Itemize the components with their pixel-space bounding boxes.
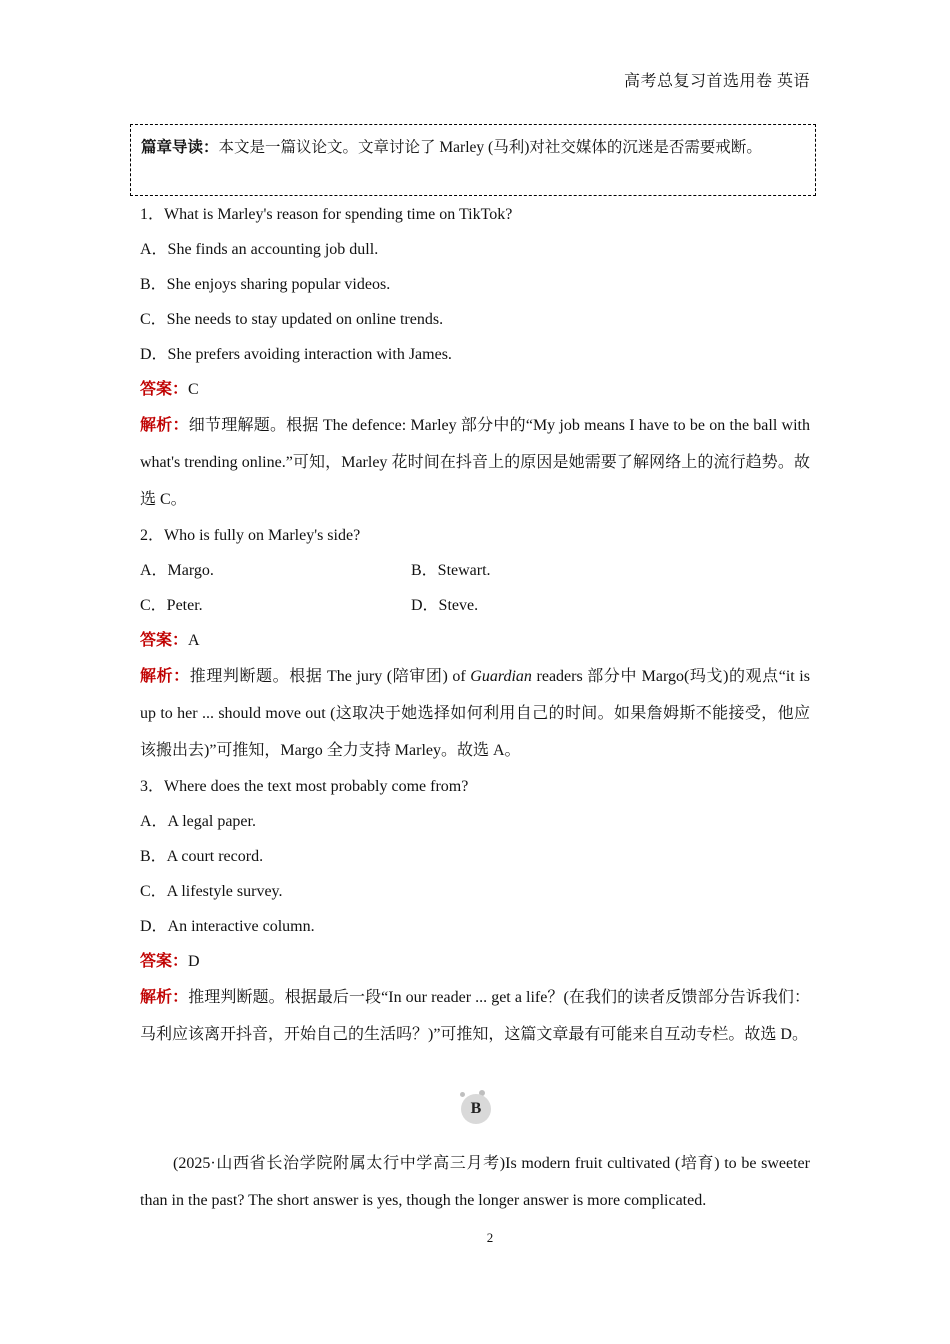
- question-1-option-d: D．She prefers avoiding interaction with James.: [140, 346, 452, 363]
- explanation-text: 细节理解题。根据 The defence: Marley 部分中的“My job means I have to be on the ball with what's trending online.”可知，Marley 花时间在抖音上的原因是她需要了解网络上的流行趋势。故选 C。: [140, 417, 810, 508]
- answer-value: A: [188, 632, 200, 649]
- question-3-option-c: C．A lifestyle survey.: [140, 883, 283, 900]
- question-3-option-d: D．An interactive column.: [140, 918, 315, 935]
- question-2-option-d: D．Steve.: [411, 597, 479, 614]
- question-3-answer: [140, 944, 810, 979]
- question-2-options-row-2: [140, 588, 810, 623]
- question-1-answer: [140, 372, 810, 407]
- page-number: 2: [486, 1230, 494, 1245]
- question-2-option-a: A．Margo.: [140, 562, 214, 579]
- answer-value: C: [188, 381, 199, 398]
- answer-label: 答案：: [140, 381, 189, 398]
- question-1-option-c: C．She needs to stay updated on online trends.: [140, 311, 444, 328]
- answer-label: 答案：: [140, 632, 189, 649]
- question-2-option-b: B．Stewart.: [411, 562, 491, 579]
- decorative-bubble-icon: [460, 1092, 465, 1097]
- question-2-option-c: C．Peter.: [140, 597, 203, 614]
- question-3-option-a: A．A legal paper.: [140, 813, 256, 830]
- explanation-label: 解析：: [140, 989, 189, 1006]
- question-3-stem: 3．Where does the text most probably come from?: [140, 778, 469, 795]
- question-3-explanation: [140, 979, 810, 1053]
- question-2-options-row-1: [140, 553, 810, 588]
- explanation-text-pre: 推理判断题。根据 The jury (陪审团) of: [189, 668, 471, 685]
- question-2-explanation: [140, 658, 810, 769]
- section-letter: B: [461, 1094, 491, 1124]
- question-2-stem: 2．Who is fully on Marley's side?: [140, 527, 361, 544]
- question-2-answer: [140, 623, 810, 658]
- question-1-option-a: A．She finds an accounting job dull.: [140, 241, 379, 258]
- passage-b-text: (2025·山西省长治学院附属太行中学高三月考)Is modern fruit cultivated (培育) to be sweeter than in the past? The short answer is yes, though the longer answer is more complicated.: [140, 1155, 810, 1209]
- question-1-explanation: [140, 407, 810, 518]
- explanation-label: 解析：: [140, 668, 190, 685]
- chapter-guide-box: [130, 124, 816, 196]
- explanation-text: 推理判断题。根据最后一段“In our reader ... get a life？(在我们的读者反馈部分告诉我们：马利应该离开抖音，开始自己的生活吗？)”可推知，这篇文章最有可能来自互动专栏。故选 D。: [140, 989, 810, 1043]
- answer-label: 答案：: [140, 953, 189, 970]
- section-badge: [459, 1090, 493, 1124]
- guide-text: 本文是一篇议论文。文章讨论了 Marley (马利)对社交媒体的沉迷是否需要戒断。: [218, 139, 762, 156]
- question-1-stem: 1．What is Marley's reason for spending time on TikTok?: [140, 206, 513, 223]
- question-1-option-b: B．She enjoys sharing popular videos.: [140, 276, 391, 293]
- explanation-label: 解析：: [140, 417, 189, 434]
- question-3-option-b: B．A court record.: [140, 848, 264, 865]
- explanation-text-post: readers 部分中 Margo(玛戈)的观点“it is up to her ... should move out (这取决于她选择如何利用自己的时间。如果詹姆斯不能接受，他应该搬出去)”可推知，Margo 全力支持 Marley。故选 A。: [140, 668, 810, 759]
- page-header: 高考总复习首选用卷 英语: [623, 73, 810, 90]
- guide-label: 篇章导读：: [141, 139, 219, 156]
- questions-content: [140, 197, 810, 1053]
- explanation-italic: Guardian: [470, 668, 532, 685]
- answer-value: D: [188, 953, 200, 970]
